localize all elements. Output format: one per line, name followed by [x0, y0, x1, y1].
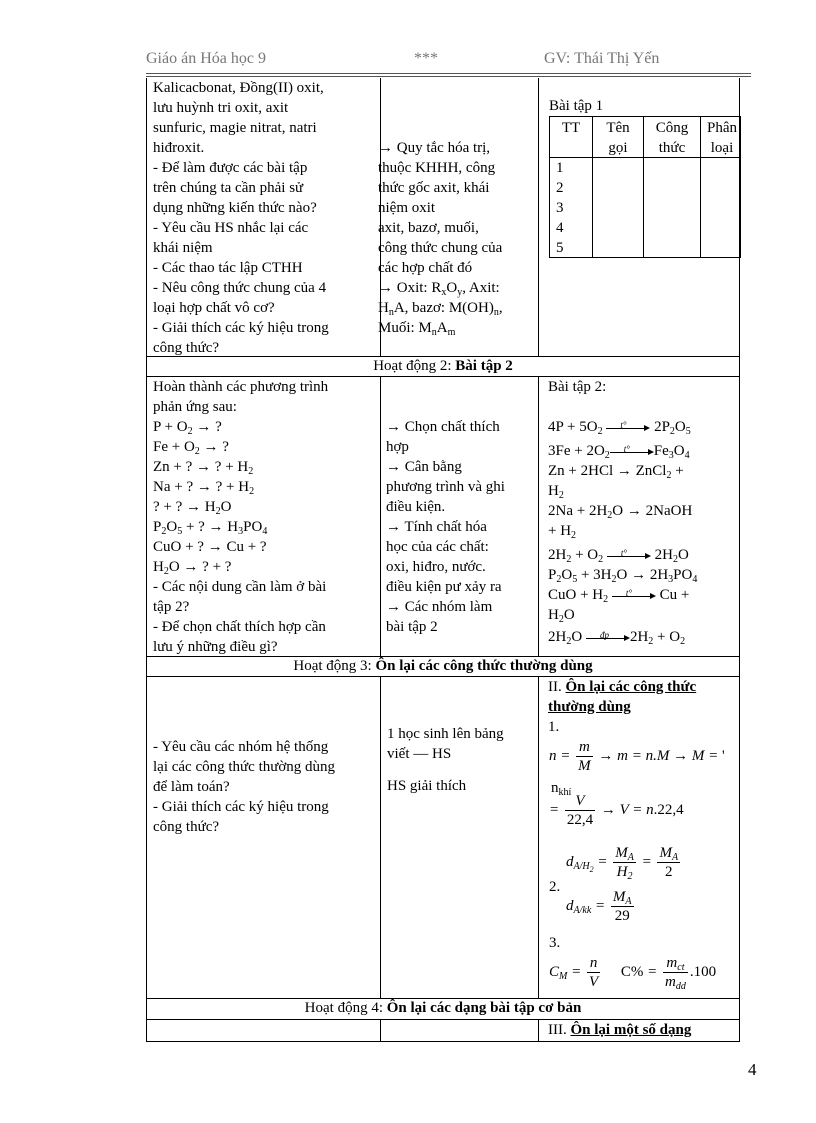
formula-density-air: $d_{A/kk}$ = $\frac{M_A}{29}$ — [566, 889, 632, 924]
header-center: *** — [414, 50, 438, 67]
block1-student: → Quy tắc hóa trị, thuộc KHHH, công thức gốc axit, khái niệm oxit axit, bazơ, muối, công thức chung của các hợp chất đó → Oxit: $R_xO_y$, Axit: $H_nA$, bazơ: $M(OH)_n$, Muối: $M_nA_m$ — [378, 138, 536, 338]
block2-board: Bài tập 2: $4P + 5O_2$ t° $2P_2O_5$ $3Fe + 2O_2$ t° $Fe_3O_4$ Zn + 2HCl → ZnCl$_2$ + $H_2$ $2Na + 2H_2O$ → 2NaOH + $H_2$ $2H_2 + O_2$ t° $2H_2O$ $P_2O_5 + 3H_2O \to 2H_3PO_4$ CuO + $H_2$ t° Cu + $H_2O$ $2H_2O$ đp $2H_2 + O_2$ — [548, 379, 698, 647]
lesson-table — [146, 78, 740, 1042]
block3-student: 1 học sinh lên bảng viết — HS HS giải thích — [387, 726, 504, 794]
page-header — [146, 50, 736, 72]
block2-student: → Chọn chất thích hợp → Cân bằng phương trình và ghi điều kiện. → Tính chất hóa học của các chất: oxi, hiđro, nước. điều kiện pư xảy ra → Các nhóm làm bài tập 2 — [386, 419, 505, 635]
formula-mole: n = $\frac{m}{M}$ → m = n.M → M = ' — [549, 739, 725, 774]
th-phan-loai: Phân loại — [707, 120, 737, 156]
num-3: 3. — [549, 935, 561, 951]
formula-concentration: $C_M$ = $\frac{n}{V}$ C% = $\frac{m_{ct}}{m_{dd}}$ .100 — [549, 955, 717, 991]
block2-teacher: Hoàn thành các phương trình phản ứng sau: $P + O_2$ → ? $Fe + O_2$ → ? Zn + ? → ? + $H_2$ Na + ? → ? + $H_2$ ? + ? → $H_2O$ $P_2O_5$ + ? → $H_3PO_4$ CuO + ? → Cu + ? $H_2O$ → ? + ? - Các nội dung cần làm ở bài tập 2? - Để chọn chất thích hợp cần lưu ý những điều gì? — [153, 379, 329, 655]
label-nkhi: $n_{khí}$ — [551, 780, 572, 798]
th-tt: TT — [561, 120, 581, 136]
exercise-1-table — [549, 116, 741, 258]
block3-board: II. Ôn lại các công thức thường dùng 1. — [548, 679, 697, 735]
num-2: 2. — [549, 879, 561, 895]
section-hoat-dong-4: Hoạt động 4: Ôn lại các dạng bài tập cơ bản — [304, 1000, 582, 1016]
block4-board: III. Ôn lại một số dạng — [548, 1022, 692, 1038]
header-right: GV: Thái Thị Yến — [544, 50, 660, 67]
formula-gas-volume: = $\frac{V}{22,4}$ → V = n.22,4 — [549, 793, 684, 828]
header-rule — [146, 73, 751, 74]
block1-board-title: Bài tập 1 — [549, 98, 604, 114]
student-formula: → Oxit: $R_xO_y$, Axit: — [378, 280, 500, 298]
header-rule-2 — [146, 76, 751, 77]
header-left: Giáo án Hóa học 9 — [146, 50, 266, 67]
formula-density-h2: $d_{A/H_2}$ = $\frac{M_A}{H_2}$ = $\frac{M_A}{2}$ — [566, 845, 679, 881]
table-rows: 1 2 3 4 5 — [556, 160, 564, 256]
block1-teacher: Kalicacbonat, Đồng(II) oxit, lưu huỳnh tri oxit, axit sunfuric, magie nitrat, natri hiđroxit. - Để làm được các bài tập trên chúng ta cần phải sử dụng những kiến thức nào? - Yêu cầu HS nhắc lại các khái niệm - Các thao tác lập CTHH - Nêu công thức chung của 4 loại hợp chất vô cơ? - Giải thích các ký hiệu trong công thức? — [153, 80, 329, 356]
section-hoat-dong-2: Hoạt động 2: Bài tập 2 — [373, 358, 513, 374]
block3-teacher: - Yêu cầu các nhóm hệ thống lại các công thức thường dùng để làm toán? - Giải thích các ký hiệu trong công thức? — [153, 739, 336, 835]
page-number: 4 — [748, 1060, 757, 1079]
th-ten-goi: Tên gọi — [606, 120, 630, 156]
th-cong-thuc: Công thức — [655, 120, 689, 156]
section-hoat-dong-3: Hoạt động 3: Ôn lại các công thức thường dùng — [293, 658, 593, 674]
